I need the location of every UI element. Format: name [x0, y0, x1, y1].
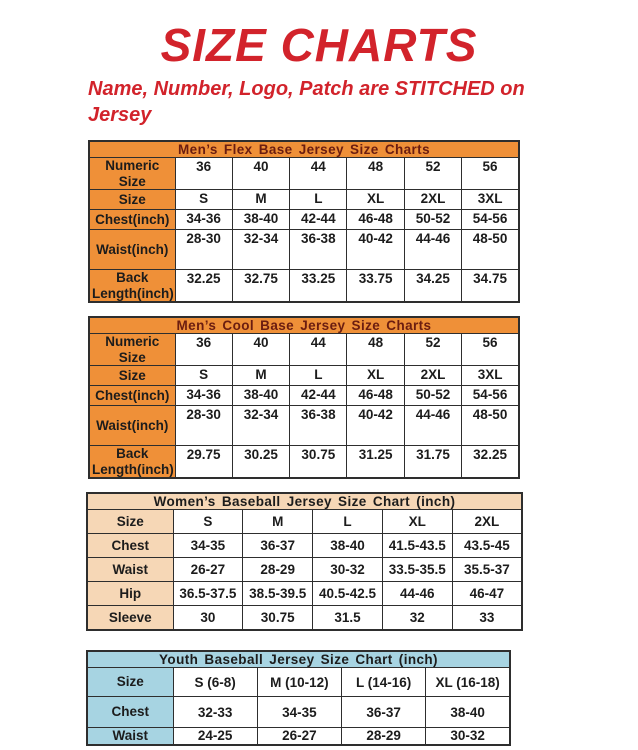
table-row — [89, 158, 519, 190]
size-value-cell: 44-46 — [404, 230, 461, 270]
table-row — [87, 582, 522, 606]
table-title: Men’s Cool Base Jersey Size Charts — [89, 317, 519, 334]
table-row — [89, 366, 519, 386]
size-value-cell: 38.5-39.5 — [243, 582, 313, 606]
size-value-cell: 33.25 — [290, 270, 347, 303]
table-title: Youth Baseball Jersey Size Chart (inch) — [87, 651, 510, 668]
size-value-cell: 31.25 — [347, 446, 404, 479]
size-value-cell: 28-29 — [342, 728, 426, 745]
row-label: Waist — [87, 728, 173, 745]
size-value-cell: 48-50 — [462, 230, 519, 270]
table-row — [89, 230, 519, 270]
size-value-cell: 36.5-37.5 — [173, 582, 243, 606]
size-value-cell: 32 — [382, 606, 452, 631]
table-row — [89, 406, 519, 446]
size-value-cell: M — [243, 510, 313, 534]
size-value-cell: 32.75 — [232, 270, 289, 303]
table-row — [89, 334, 519, 366]
size-value-cell: 56 — [462, 158, 519, 190]
size-value-cell: 40-42 — [347, 406, 404, 446]
row-label: Numeric Size — [89, 158, 175, 190]
page-subtitle: Name, Number, Logo, Patch are STITCHED on Jersey — [88, 78, 525, 126]
size-value-cell: 48 — [347, 334, 404, 366]
size-value-cell: 34-35 — [257, 697, 341, 728]
size-value-cell: 38-40 — [313, 534, 383, 558]
size-value-cell: 36 — [175, 334, 232, 366]
table-row — [89, 270, 519, 303]
table-row — [87, 728, 510, 745]
size-value-cell: 34.75 — [462, 270, 519, 303]
size-value-cell: 41.5-43.5 — [382, 534, 452, 558]
size-table — [88, 316, 520, 479]
size-value-cell: 36-37 — [342, 697, 426, 728]
table-title: Women’s Baseball Jersey Size Chart (inch) — [87, 493, 522, 510]
size-value-cell: 2XL — [452, 510, 522, 534]
size-value-cell: S (6-8) — [173, 668, 257, 697]
row-label: Sleeve — [87, 606, 173, 631]
row-label: Back Length(inch) — [89, 270, 175, 303]
size-value-cell: 50-52 — [404, 386, 461, 406]
size-value-cell: 56 — [462, 334, 519, 366]
size-value-cell: XL (16-18) — [426, 668, 510, 697]
size-value-cell: S — [175, 190, 232, 210]
row-label: Waist(inch) — [89, 230, 175, 270]
size-value-cell: S — [175, 366, 232, 386]
size-table — [88, 140, 520, 303]
size-value-cell: 30-32 — [313, 558, 383, 582]
size-value-cell: 33.5-35.5 — [382, 558, 452, 582]
size-value-cell: 26-27 — [257, 728, 341, 745]
size-value-cell: 28-29 — [243, 558, 313, 582]
size-value-cell: 30 — [173, 606, 243, 631]
size-value-cell: 38-40 — [426, 697, 510, 728]
table-row — [89, 386, 519, 406]
size-value-cell: 32-34 — [232, 406, 289, 446]
size-value-cell: L — [290, 366, 347, 386]
size-value-cell: 28-30 — [175, 406, 232, 446]
table-row — [87, 606, 522, 631]
size-table-mens-flex-base — [0, 140, 638, 303]
table-row — [87, 558, 522, 582]
size-value-cell: 46-48 — [347, 386, 404, 406]
size-value-cell: 43.5-45 — [452, 534, 522, 558]
row-label: Chest(inch) — [89, 210, 175, 230]
size-value-cell: 35.5-37 — [452, 558, 522, 582]
size-table-youth-baseball — [0, 650, 638, 746]
row-label: Chest — [87, 534, 173, 558]
row-label: Chest(inch) — [89, 386, 175, 406]
size-value-cell: S — [173, 510, 243, 534]
table-row — [87, 697, 510, 728]
size-value-cell: 2XL — [404, 366, 461, 386]
size-value-cell: 30.75 — [290, 446, 347, 479]
size-value-cell: 34-36 — [175, 210, 232, 230]
size-value-cell: 46-48 — [347, 210, 404, 230]
size-value-cell: 46-47 — [452, 582, 522, 606]
row-label: Size — [87, 668, 173, 697]
size-value-cell: 36-38 — [290, 230, 347, 270]
table-row — [87, 668, 510, 697]
row-label: Size — [89, 366, 175, 386]
size-value-cell: 34-36 — [175, 386, 232, 406]
row-label: Back Length(inch) — [89, 446, 175, 479]
table-row — [87, 510, 522, 534]
size-value-cell: XL — [382, 510, 452, 534]
size-value-cell: 33.75 — [347, 270, 404, 303]
size-value-cell: 40 — [232, 158, 289, 190]
size-value-cell: 36-37 — [243, 534, 313, 558]
size-value-cell: 40.5-42.5 — [313, 582, 383, 606]
size-value-cell: 48-50 — [462, 406, 519, 446]
table-row — [87, 534, 522, 558]
row-label: Size — [89, 190, 175, 210]
size-value-cell: 38-40 — [232, 386, 289, 406]
row-label: Numeric Size — [89, 334, 175, 366]
size-value-cell: 31.75 — [404, 446, 461, 479]
size-value-cell: 52 — [404, 158, 461, 190]
row-label: Hip — [87, 582, 173, 606]
size-value-cell: 3XL — [462, 366, 519, 386]
table-title: Men’s Flex Base Jersey Size Charts — [89, 141, 519, 158]
size-value-cell: 54-56 — [462, 210, 519, 230]
row-label: Waist — [87, 558, 173, 582]
size-value-cell: 42-44 — [290, 210, 347, 230]
size-value-cell: L — [290, 190, 347, 210]
table-row — [89, 446, 519, 479]
size-value-cell: XL — [347, 366, 404, 386]
size-value-cell: 50-52 — [404, 210, 461, 230]
size-value-cell: 30.25 — [232, 446, 289, 479]
size-value-cell: 30.75 — [243, 606, 313, 631]
size-value-cell: 44 — [290, 334, 347, 366]
size-value-cell: L — [313, 510, 383, 534]
size-table-womens-baseball — [0, 492, 638, 631]
size-value-cell: 24-25 — [173, 728, 257, 745]
size-value-cell: 29.75 — [175, 446, 232, 479]
size-value-cell: 52 — [404, 334, 461, 366]
size-value-cell: 26-27 — [173, 558, 243, 582]
size-table — [86, 650, 511, 746]
size-value-cell: 3XL — [462, 190, 519, 210]
size-value-cell: 30-32 — [426, 728, 510, 745]
size-value-cell: 32-33 — [173, 697, 257, 728]
size-table — [86, 492, 523, 631]
size-value-cell: M — [232, 366, 289, 386]
size-value-cell: 44-46 — [404, 406, 461, 446]
size-value-cell: 32-34 — [232, 230, 289, 270]
table-row — [89, 190, 519, 210]
page-title: SIZE CHARTS — [160, 19, 478, 71]
size-value-cell: M — [232, 190, 289, 210]
row-label: Waist(inch) — [89, 406, 175, 446]
size-value-cell: 2XL — [404, 190, 461, 210]
size-value-cell: 36 — [175, 158, 232, 190]
size-value-cell: 34-35 — [173, 534, 243, 558]
size-value-cell: 54-56 — [462, 386, 519, 406]
size-value-cell: 32.25 — [462, 446, 519, 479]
size-value-cell: 36-38 — [290, 406, 347, 446]
row-label: Size — [87, 510, 173, 534]
size-value-cell: 44-46 — [382, 582, 452, 606]
size-value-cell: XL — [347, 190, 404, 210]
size-value-cell: 38-40 — [232, 210, 289, 230]
size-value-cell: 40-42 — [347, 230, 404, 270]
size-value-cell: M (10-12) — [257, 668, 341, 697]
size-value-cell: 40 — [232, 334, 289, 366]
size-value-cell: 32.25 — [175, 270, 232, 303]
size-table-mens-cool-base — [0, 316, 638, 479]
size-value-cell: 31.5 — [313, 606, 383, 631]
size-value-cell: 33 — [452, 606, 522, 631]
size-value-cell: 28-30 — [175, 230, 232, 270]
size-value-cell: 44 — [290, 158, 347, 190]
size-value-cell: 48 — [347, 158, 404, 190]
row-label: Chest — [87, 697, 173, 728]
size-value-cell: L (14-16) — [342, 668, 426, 697]
size-value-cell: 34.25 — [404, 270, 461, 303]
table-row — [89, 210, 519, 230]
size-value-cell: 42-44 — [290, 386, 347, 406]
